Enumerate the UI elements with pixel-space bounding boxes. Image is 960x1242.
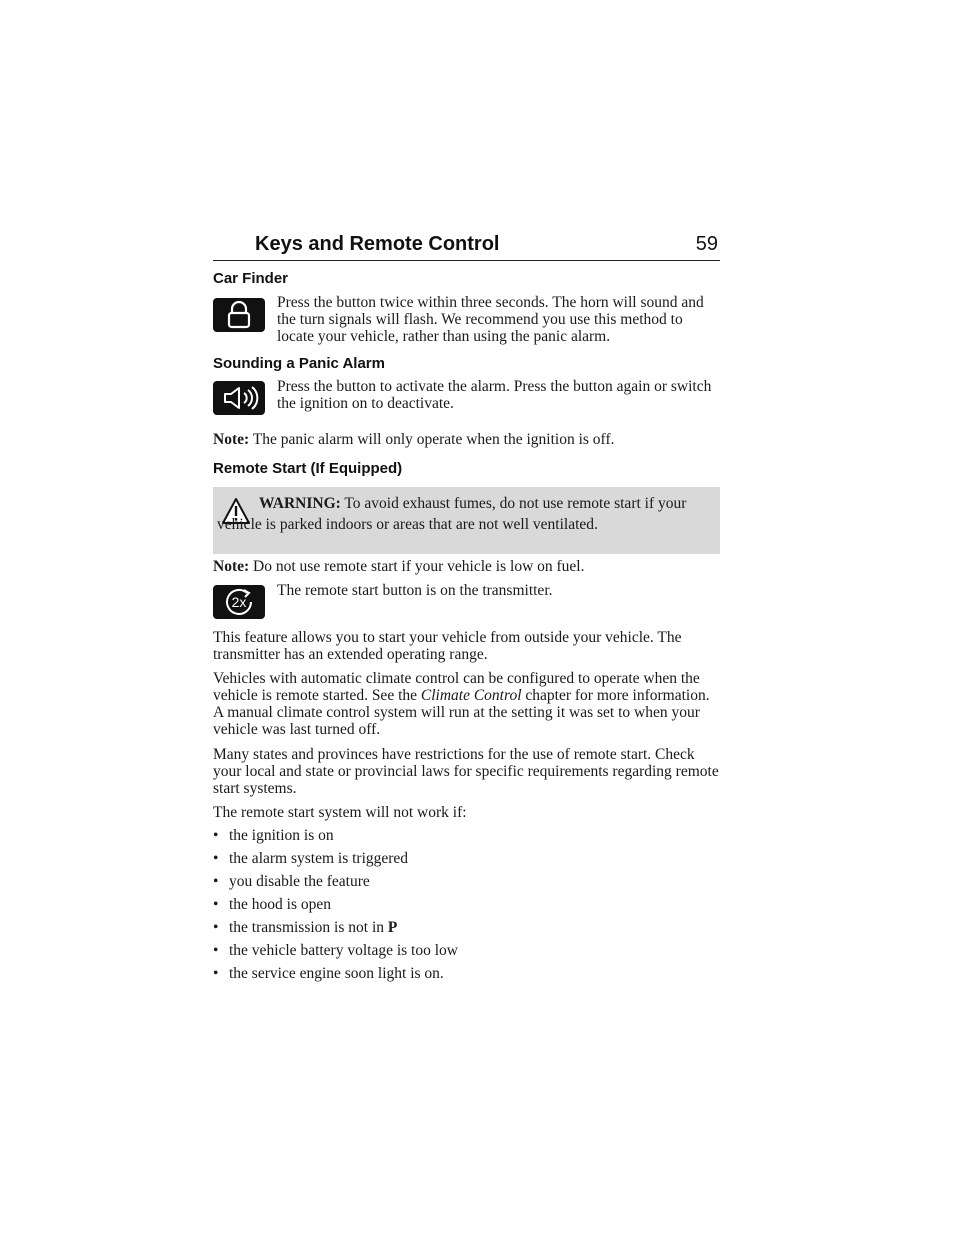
list-intro: The remote start system will not work if:	[213, 804, 467, 821]
remote-start-note	[213, 558, 720, 575]
remote-start-para-1: This feature allows you to start your vehicle from outside your vehicle. The transmitter has an extended operating range.	[213, 629, 682, 663]
page-header	[213, 232, 720, 261]
lock-icon	[213, 298, 265, 332]
list-item: • the vehicle battery voltage is too low	[213, 942, 458, 959]
list-item: • you disable the feature	[213, 873, 370, 890]
panic-alarm-note	[213, 431, 720, 448]
panic-alarm-heading: Sounding a Panic Alarm	[213, 355, 385, 372]
warning-text	[213, 493, 709, 535]
note-label: Note:	[213, 558, 250, 575]
list-item: • the service engine soon light is on.	[213, 965, 444, 982]
page-number: 59	[695, 233, 718, 255]
car-finder-text: Press the button twice within three seconds. The horn will sound and the turn signals will flash. We recommend you use this method to locate your vehicle, rather than using the panic alarm.	[277, 294, 704, 345]
remote-start-2x-icon	[213, 585, 265, 619]
warning-box	[213, 487, 720, 554]
note-label: Note:	[213, 431, 250, 448]
warning-body: To avoid exhaust fumes, do not use remote start if your vehicle is parked indoors or areas that are not well ventilated.	[217, 495, 687, 533]
car-finder-heading: Car Finder	[213, 270, 289, 287]
list-item: • the alarm system is triggered	[213, 850, 409, 867]
gear-p: P	[387, 919, 398, 936]
remote-start-para-3: Many states and provinces have restrictions for the use of remote start. Check your local and state or provincial laws for specific requirements regarding remote start systems.	[213, 746, 719, 797]
remote-start-button-text: The remote start button is on the transmitter.	[277, 582, 553, 599]
list-item: • the hood is open	[213, 896, 332, 913]
remote-start-icon-label: 2x	[231, 594, 247, 610]
panic-alarm-text: Press the button to activate the alarm. Press the button again or switch the ignition on to deactivate.	[277, 378, 712, 412]
list-item: • the transmission is not in P	[213, 919, 398, 936]
note-text: The panic alarm will only operate when the ignition is off.	[252, 431, 615, 448]
remote-start-heading: Remote Start (If Equipped)	[213, 460, 403, 477]
warning-label: WARNING:	[259, 495, 341, 512]
list-item: • the ignition is on	[213, 827, 334, 844]
remote-start-para-2: Vehicles with automatic climate control can be configured to operate when the vehicle is remote started. See the Climate Control chapter for more information. A manual climate control system will run at the setting it was set to when your vehicle was last turned off.	[213, 670, 710, 738]
climate-control-reference: Climate Control	[420, 687, 522, 704]
horn-icon	[213, 381, 265, 415]
chapter-title: Keys and Remote Control	[255, 233, 500, 255]
note-text: Do not use remote start if your vehicle is low on fuel.	[253, 558, 585, 575]
